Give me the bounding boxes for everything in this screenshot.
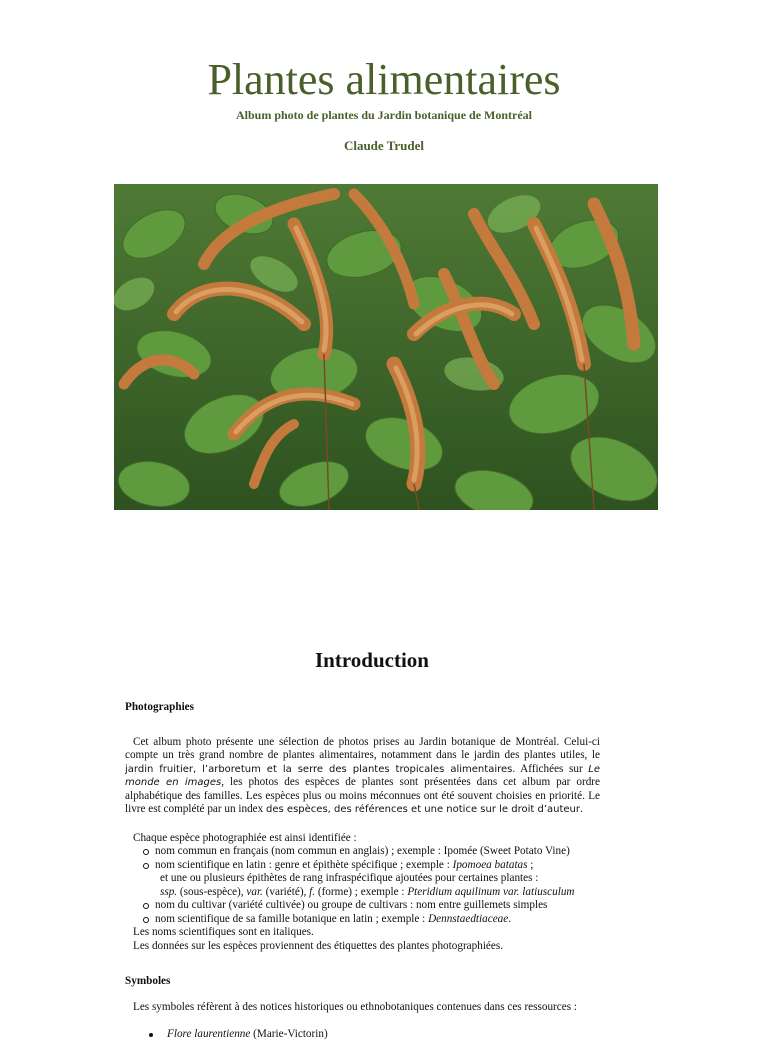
source-author: (Marie-Victorin) (250, 1028, 328, 1040)
link-index[interactable]: des espèces, des références et une notice sur le droit d’auteur (266, 804, 580, 815)
intro-text: Cet album photo présente une sélection de photos prises au Jardin botanique de Montréal. Celui-ci compte un très grand nombre de plantes alimentaires, notamment dans le jardin des plantes utiles, le (125, 735, 600, 761)
list-item: nom du cultivar (variété cultivée) ou groupe de cultivars : nom entre guillemets simples (155, 899, 600, 913)
page-subtitle: Album photo de plantes du Jardin botanique de Montréal (235, 108, 533, 122)
cover-photo-amaranth (114, 184, 658, 510)
link-garden-list[interactable]: jardin fruitier, l’arboretum et la serre des plantes tropicales alimentaires (125, 763, 513, 775)
link-le-monde-en-images[interactable]: Le monde en images (125, 763, 600, 788)
subheading-symboles: Symboles (125, 975, 171, 987)
intro-text: . (579, 803, 583, 815)
source-item (167, 1028, 600, 1042)
intro-paragraph (125, 736, 600, 817)
list-item: nom commun en français (nom commun en anglais) ; exemple : Ipomée (Sweet Potato Vine) (155, 845, 600, 859)
note-data-source: Les données sur les espèces proviennent des étiquettes des plantes photographiées. (133, 939, 504, 952)
cover-photo-illustration (114, 184, 658, 510)
intro-text: , les photos des espèces de plantes sont présentées dans cet album par ordre alphabétique des familles. Les espèces plus ou moins méconnues ont été souvent choisies en priorité. Le livre est complété par un index (125, 776, 600, 815)
author-name: Claude Trudel (343, 138, 425, 153)
section-heading-introduction: Introduction (315, 648, 429, 672)
identification-block (125, 832, 600, 954)
identification-lead: Chaque espèce photographiée est ainsi identifiée : (133, 831, 357, 844)
source-title: Flore laurentienne (167, 1028, 251, 1040)
list-item: nom scientifique en latin : genre et épithète spécifique ; exemple : Ipomoea batatas ; (155, 859, 600, 873)
list-item: nom scientifique de sa famille botanique en latin ; exemple : Dennstaedtiaceae. (155, 913, 600, 927)
page-title: Plantes alimentaires (207, 55, 561, 104)
intro-text: . Affichées sur (512, 762, 589, 775)
sources-list (125, 1028, 600, 1042)
symbols-text: Les symboles réfèrent à des notices historiques ou ethnobotaniques contenues dans ces ressources : (133, 1000, 577, 1013)
note-italics: Les noms scientifiques sont en italiques. (133, 926, 314, 938)
subheading-photographies: Photographies (125, 701, 194, 713)
identification-list (133, 845, 600, 926)
list-continuation: ssp. (sous-espèce), var. (variété), f. (forme) ; exemple : Pteridium aquilinum var. latiusculum (160, 885, 575, 898)
introduction-content (125, 701, 600, 1042)
list-continuation: et une ou plusieurs épithètes de rang infraspécifique ajoutées pour certaines plantes : (160, 872, 539, 884)
